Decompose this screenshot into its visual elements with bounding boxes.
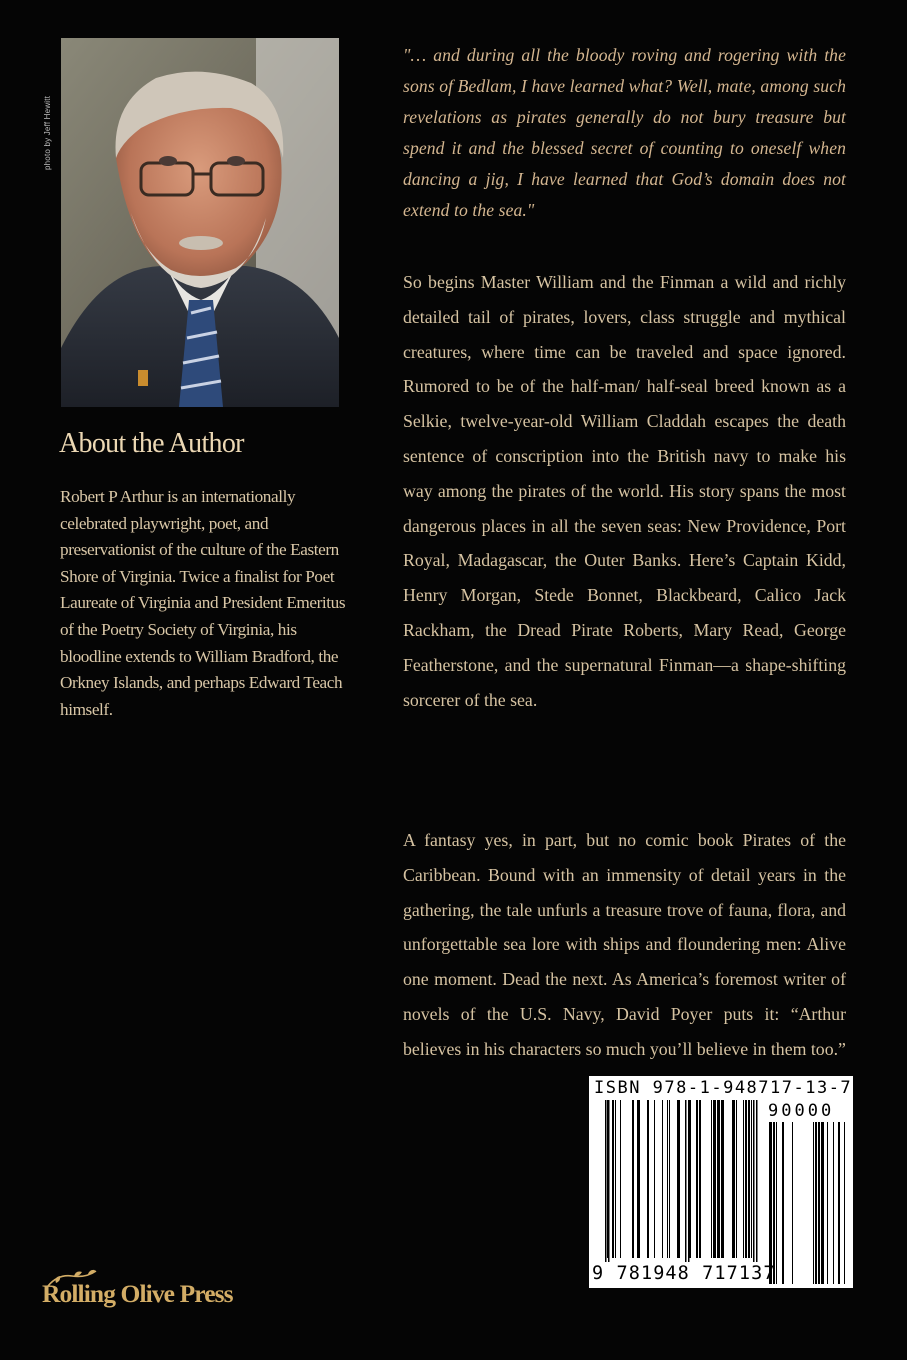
about-author-heading: About the Author [59, 428, 244, 459]
isbn-label: ISBN 978-1-948717-13-7 [594, 1078, 853, 1098]
ean-digits: 9 781948 717137 [592, 1263, 776, 1284]
author-photo [61, 38, 339, 407]
review-paragraph: A fantasy yes, in part, but no comic book Pirates of the Caribbean. Bound with an immensity of detail years in the gathering, the tale unfurls a treasure trove of fauna, flora, and unforgettable sea lore with ships and floundering men: Alive one moment. Dead the next. As America’s foremost writer of novels of the U.S. Navy, David Poyer puts it: “Arthur believes in his characters so much you’ll believe in them too.” [403, 830, 846, 1059]
price-addon-code: 90000 [768, 1101, 835, 1121]
author-bio: Robert P Arthur is an internationally celebrated playwright, poet, and preservationist of the culture of the Eastern Shore of Virginia. Twice a finalist for Poet Laureate of Virginia and President Emeritus of the Poetry Society of Virginia, his bloodline extends to William Bradford, the Orkney Islands, and perhaps Edward Teach himself. [60, 487, 346, 719]
publisher-name: Rolling Olive Press [42, 1279, 233, 1308]
isbn-barcode [589, 1076, 853, 1288]
opening-quote: "… and during all the bloody roving and rogering with the sons of Bedlam, I have learned what? Well, mate, among such revelations as pirates generally do not bury treasure but spend it and the blessed secret of counting to oneself when dancing a jig, I have learned that God’s domain does not extend to the sea." [403, 45, 846, 221]
synopsis-paragraph: So begins Master William and the Finman a wild and richly detailed tail of pirates, lovers, class struggle and mythical creatures, where time can be traveled and space ignored. Rumored to be of the half-man/ half-seal breed known as a Selkie, twelve-year-old William Claddah escapes the death sentence of conscription into the British navy to make his way among the pirates of the world. His story spans the most dangerous places in all the seven seas: New Providence, Port Royal, Madagascar, the Outer Banks. Here’s Captain Kidd, Henry Morgan, Stede Bonnet, Blackbeard, Calico Jack Rackham, the Dread Pirate Roberts, Mary Read, George Featherstone, and the supernatural Finman—a shape-shifting sorcerer of the sea. [403, 272, 846, 710]
publisher-logo [38, 1268, 253, 1328]
photo-credit: photo by Jeff Hewitt [43, 95, 52, 170]
